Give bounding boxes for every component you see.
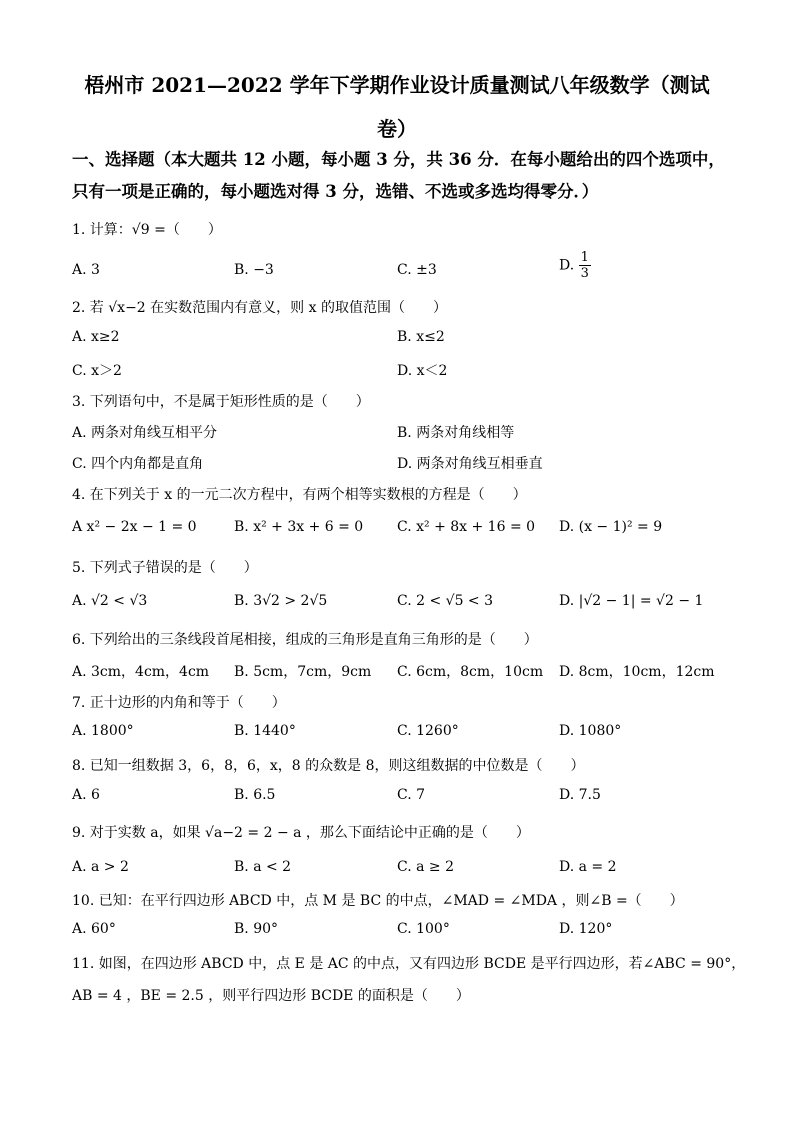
question-4-stem: 4. 在下列关于 x 的一元二次方程中，有两个相等实数根的方程是（ ） (72, 487, 527, 503)
option-b: B. 90° (234, 921, 279, 937)
question-3-options-row1 (72, 422, 732, 444)
fraction-denominator: 3 (580, 266, 589, 281)
option-c: C. 1260° (397, 723, 459, 739)
option-d-fraction (579, 250, 591, 281)
option-d: D. 两条对角线互相垂直 (397, 456, 543, 472)
option-c: C. 6cm，8cm，10cm (397, 664, 544, 680)
option-a: A. x≥2 (72, 329, 120, 345)
question-7-options (72, 723, 732, 745)
option-b: B. 1440° (234, 723, 296, 739)
option-a: A. 3 (72, 262, 100, 278)
option-d (559, 250, 591, 281)
option-b: B. 两条对角线相等 (397, 425, 515, 441)
question-3-stem: 3. 下列语句中，不是属于矩形性质的是（ ） (72, 394, 370, 410)
question-2-options-row1 (72, 329, 732, 351)
option-a: A. 3cm，4cm，4cm (72, 664, 210, 680)
question-5-stem: 5. 下列式子错误的是（ ） (72, 560, 258, 576)
option-c: C. x² + 8x + 16 = 0 (397, 519, 536, 535)
option-d: D. 8cm，10cm，12cm (559, 664, 715, 680)
option-d: D. (x − 1)² = 9 (559, 519, 663, 535)
option-b: B. −3 (234, 262, 274, 278)
question-8-options (72, 787, 732, 809)
option-a: A. 60° (72, 921, 116, 937)
option-c: C. 100° (397, 921, 450, 937)
question-5-options (72, 593, 732, 615)
option-b: B. a < 2 (234, 859, 292, 875)
question-6-options (72, 661, 732, 683)
question-10-stem: 10. 已知：在平行四边形 ABCD 中，点 M 是 BC 的中点，∠MAD = ∠MDA ，则∠B =（ ） (72, 893, 684, 909)
question-3-options-row2 (72, 453, 732, 475)
option-c: C. 7 (397, 787, 426, 803)
option-d: D. 7.5 (559, 787, 601, 803)
option-a: A. √2 < √3 (72, 593, 148, 609)
option-b: B. x≤2 (397, 329, 445, 345)
option-d: D. 120° (559, 921, 613, 937)
option-a: A. 两条对角线互相平分 (72, 425, 218, 441)
option-c: C. ±3 (397, 262, 437, 278)
question-1-stem: 1. 计算：√9 =（ ） (72, 222, 222, 238)
option-c: C. x＞2 (72, 363, 122, 379)
question-4-options (72, 519, 732, 541)
question-10-options (72, 921, 732, 943)
option-d: D. x＜2 (397, 363, 448, 379)
option-a: A x² − 2x − 1 = 0 (72, 519, 197, 535)
option-b: B. 3√2 > 2√5 (234, 593, 328, 609)
option-d: D. a = 2 (559, 859, 617, 875)
exam-title-continued: 卷） (377, 117, 417, 141)
option-b: B. 5cm，7cm，9cm (234, 664, 372, 680)
question-9-options (72, 859, 732, 881)
option-b: B. 6.5 (234, 787, 276, 803)
option-a: A. 1800° (72, 723, 134, 739)
option-d: D. |√2 − 1| = √2 − 1 (559, 593, 704, 609)
option-c: C. a ≥ 2 (397, 859, 454, 875)
question-11-stem: 11. 如图，在四边形 ABCD 中，点 E 是 AC 的中点，又有四边形 BCDE 是平行四边形，若∠ABC = 90°， (72, 956, 746, 972)
fraction-numerator: 1 (580, 250, 589, 265)
question-6-stem: 6. 下列给出的三条线段首尾相接，组成的三角形是直角三角形的是（ ） (72, 632, 538, 648)
option-d-label: D. (559, 257, 575, 274)
exam-title: 梧州市 2021—2022 学年下学期作业设计质量测试八年级数学（测试 (84, 73, 710, 97)
option-d: D. 1080° (559, 723, 622, 739)
section-heading: 一、选择题（本大题共 12 小题，每小题 3 分，共 36 分．在每小题给出的四个选项中，只有一项是正确的，每小题选对得 3 分，选错、不选或多选均得零分．） (72, 150, 725, 201)
question-1-options (72, 250, 732, 284)
option-a: A. a > 2 (72, 859, 129, 875)
question-2-options-row2 (72, 360, 732, 382)
question-7-stem: 7. 正十边形的内角和等于（ ） (72, 695, 286, 711)
option-c: C. 四个内角都是直角 (72, 456, 204, 472)
option-b: B. x² + 3x + 6 = 0 (234, 519, 364, 535)
question-8-stem: 8. 已知一组数据 3，6，8，6，x，8 的众数是 8，则这组数据的中位数是（ ） (72, 758, 585, 774)
question-2-stem: 2. 若 √x−2 在实数范围内有意义，则 x 的取值范围（ ） (72, 300, 447, 316)
question-9-stem: 9. 对于实数 a，如果 √a−2 = 2 − a ，那么下面结论中正确的是（ ） (72, 825, 530, 841)
question-11-stem-continued: AB = 4 ，BE = 2.5 ，则平行四边形 BCDE 的面积是（ ） (72, 988, 470, 1004)
option-a: A. 6 (72, 787, 100, 803)
option-c: C. 2 < √5 < 3 (397, 593, 494, 609)
